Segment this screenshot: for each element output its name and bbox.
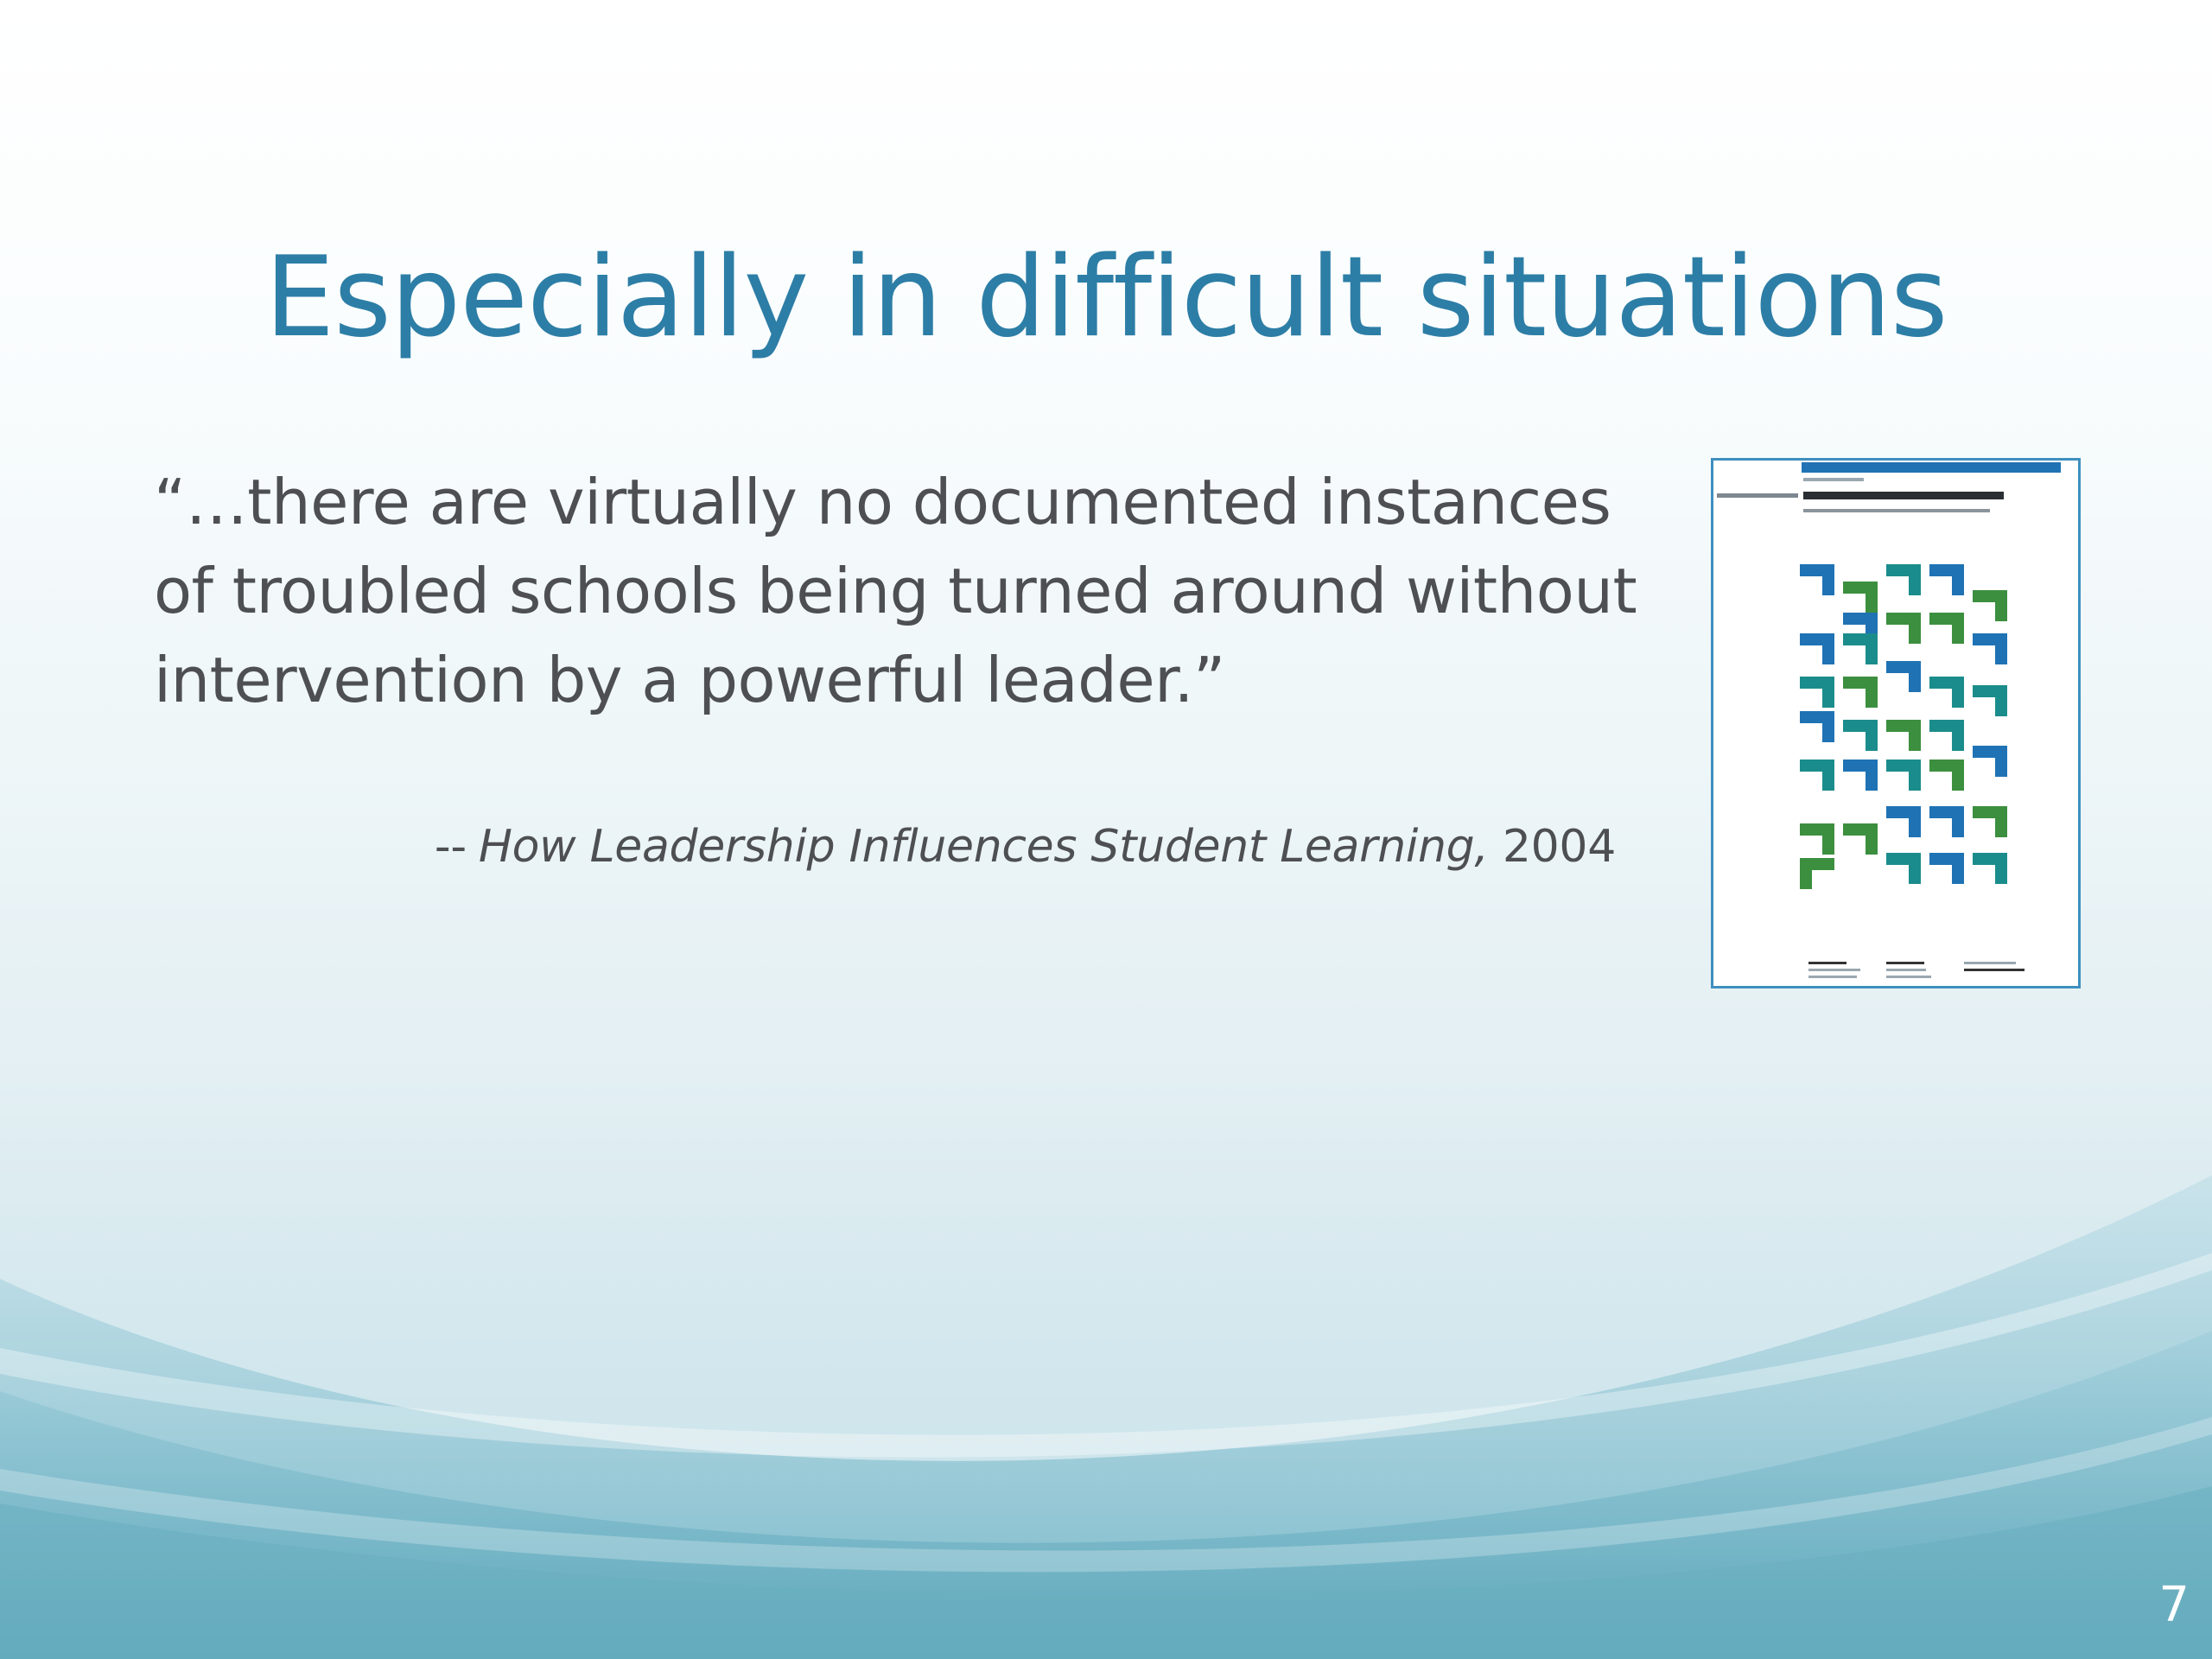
citation-year: 2004 — [1502, 821, 1616, 873]
book-cover-image — [1711, 458, 2081, 988]
slide-number: 7 — [2158, 1577, 2190, 1633]
book-cover-art — [1713, 461, 2078, 986]
citation — [435, 812, 1616, 881]
slide-title: Especially in difficult situations — [264, 233, 1948, 362]
citation-work-title: How Leadership Influences Student Learning, — [478, 821, 1489, 873]
quote-text: “…there are virtually no documented instances of troubled schools being turned around without intervention by a powerful leader.” — [154, 466, 1637, 716]
citation-dash: -- — [434, 821, 467, 873]
